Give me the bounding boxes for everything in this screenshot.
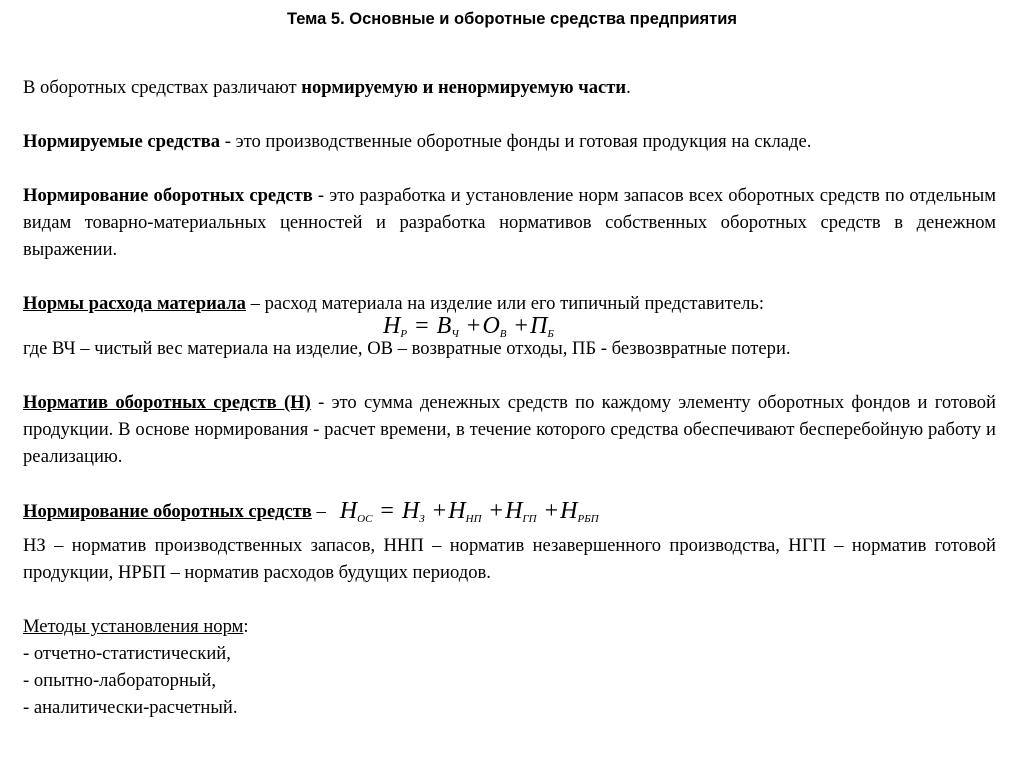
paragraph-parts	[23, 74, 996, 101]
normalization-formula-term: Нормирование оборотных средств	[23, 501, 312, 522]
consumption-norms-definition: – расход материала на изделие или его типичный представитель:	[245, 293, 765, 314]
methods-item: - опытно-лабораторный,	[23, 670, 217, 691]
paragraph-normalization-formula	[23, 497, 996, 532]
working-capital-formula: $Н_{ОС} = Н_З +Н_{НП} +Н_{ГП} +Н_{РБП}$	[339, 498, 599, 525]
paragraph-normed-means	[23, 128, 996, 155]
normed-means-definition: - это производственные оборотные фонды и готовая продукция на складе.	[220, 131, 812, 152]
consumption-norms-term: Нормы расхода материала	[23, 293, 246, 314]
methods-heading	[23, 613, 996, 640]
normalization-formula-explanation: НЗ – норматив производственных запасов, ННП – норматив незавершенного производства, НГП – норматив готовой продукции, НРБП – норматив расходов будущих периодов.	[23, 535, 996, 583]
normalization-definition: - это разработка и установление норм запасов всех оборотных средств по отдельным видам товарно-материальных ценностей и разработка нормативов собственных оборотных средств в денежном выражении.	[23, 185, 996, 260]
paragraph-working-capital-standard	[23, 389, 996, 470]
normed-means-term: Нормируемые средства	[23, 131, 221, 152]
parts-text: В оборотных средствах различают	[23, 77, 302, 98]
parts-period: .	[626, 77, 631, 98]
slide-content	[23, 74, 996, 721]
paragraph-normalization	[23, 182, 996, 263]
consumption-norm-formula: $Н_Р = В_Ч +О_В +П_Б$	[383, 313, 554, 340]
working-capital-standard-definition: - это сумма денежных средств по каждому элементу оборотных фондов и готовой продукции. В основе нормирования - расчет времени, в течение которого средства обеспечивают бесперебойную работу и реализацию.	[23, 392, 996, 467]
normalization-formula-dash: –	[311, 501, 326, 522]
methods-item: - аналитически-расчетный.	[23, 697, 238, 718]
methods-heading-text: Методы установления норм	[23, 616, 244, 637]
consumption-norm-explanation: где ВЧ – чистый вес материала на изделие, ОВ – возвратные отходы, ПБ - безвозвратные потери.	[23, 338, 791, 359]
working-capital-standard-term: Норматив оборотных средств (Н)	[23, 392, 311, 413]
methods-item: - отчетно-статистический,	[23, 643, 231, 664]
slide-title: Тема 5. Основные и оборотные средства предприятия	[286, 10, 738, 28]
methods-heading-colon: :	[243, 616, 249, 637]
normalization-term: Нормирование оборотных средств	[23, 185, 313, 206]
parts-bold: нормируемую и ненормируемую части	[301, 77, 627, 98]
